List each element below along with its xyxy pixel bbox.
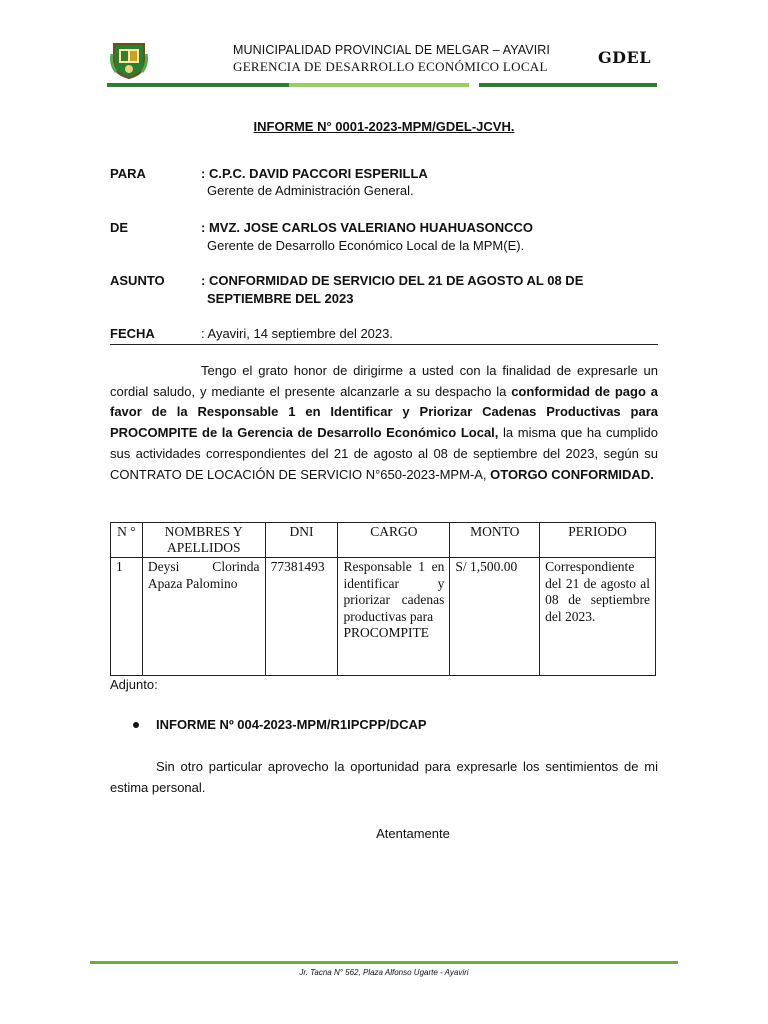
- header-bar-dark: [107, 83, 289, 87]
- fecha-value: : Ayaviri, 14 septiembre del 2023.: [201, 326, 393, 341]
- header-line-2: GERENCIA DE DESARROLLO ECONÓMICO LOCAL: [233, 59, 548, 74]
- de-subtitle: Gerente de Desarrollo Económico Local de la MPM(E).: [207, 238, 525, 253]
- cell-periodo: Correspondiente del 21 de agosto al 08 de septiembre del 2023.: [540, 558, 656, 676]
- adjunto-item: INFORME Nº 004-2023-MPM/R1IPCPP/DCAP: [156, 717, 427, 732]
- cell-cargo-text: Responsable 1 en identificar y priorizar cadenas productivas para: [343, 559, 445, 624]
- cell-n: 1: [111, 558, 143, 676]
- municipal-crest-icon: [110, 40, 148, 80]
- services-table: [110, 522, 656, 676]
- header-bar-white: [469, 83, 479, 87]
- asunto-value-2: SEPTIEMBRE DEL 2023: [207, 291, 354, 306]
- closing-paragraph: Sin otro particular aprovecho la oportunidad para expresarle los sentimientos de mi estima personal.: [110, 759, 658, 795]
- de-label: DE: [110, 220, 129, 235]
- th-n: N °: [111, 523, 143, 558]
- asunto-value-1: : CONFORMIDAD DE SERVICIO DEL 21 DE AGOSTO AL 08 DE: [201, 273, 584, 288]
- header-bar-light: [289, 83, 469, 87]
- body-paragraph: [110, 361, 658, 485]
- body-text-a: Tengo el grato honor de dirigirme a usted con la finalidad de expresarle un cordial saludo, y mediante el presente alcanzarle a su despacho la: [110, 363, 658, 399]
- para-subtitle: Gerente de Administración General.: [207, 183, 414, 198]
- asunto-label: ASUNTO: [110, 273, 165, 288]
- body-text-d: OTORGO CONFORMIDAD.: [490, 466, 654, 482]
- table-row: [111, 558, 656, 676]
- cell-cargo-procompite: PROCOMPITE: [343, 625, 429, 640]
- signoff: Atentamente: [376, 826, 450, 841]
- th-periodo: PERIODO: [540, 523, 656, 558]
- th-monto: MONTO: [450, 523, 540, 558]
- de-value: : MVZ. JOSE CARLOS VALERIANO HUAHUASONCCO: [201, 220, 533, 235]
- para-value: : C.P.C. DAVID PACCORI ESPERILLA: [201, 166, 428, 181]
- th-dni: DNI: [265, 523, 338, 558]
- th-nombres: NOMBRES Y APELLIDOS: [142, 523, 265, 558]
- body-text-c: la misma que ha cumplido sus actividades correspondientes del 21 de agosto al 08 de septiembre del 2023, según su CONTRATO DE LOCACIÓN DE SERVICIO N°650-2023-MPM-A,: [110, 425, 659, 482]
- cell-monto: S/ 1,500.00: [450, 558, 540, 676]
- footer-address: Jr. Tacna N° 562, Plaza Alfonso Ugarte - Ayaviri: [299, 968, 469, 977]
- fecha-label: FECHA: [110, 326, 155, 341]
- cell-nombre: Deysi Clorinda Apaza Palomino: [142, 558, 265, 676]
- para-label: PARA: [110, 166, 146, 181]
- bullet-icon: [133, 722, 139, 728]
- report-title: INFORME N° 0001-2023-MPM/GDEL-JCVH.: [253, 119, 515, 134]
- adjunto-label: Adjunto:: [110, 677, 158, 692]
- header-bar-dark-right: [479, 83, 657, 87]
- body-text-b: conformidad de pago a favor de la Responsable 1 en Identificar y Priorizar Cadenas Productivas para PROCOMPITE de la Gerencia de Desarrollo Económico Local,: [110, 383, 658, 441]
- header-code: GDEL: [598, 48, 651, 67]
- header-line-1: MUNICIPALIDAD PROVINCIAL DE MELGAR – AYAVIRI: [233, 43, 550, 57]
- footer-line: [90, 961, 678, 964]
- divider: [110, 344, 658, 345]
- table-header-row: [111, 523, 656, 558]
- cell-cargo: [338, 558, 450, 676]
- cell-dni: 77381493: [265, 558, 338, 676]
- th-cargo: CARGO: [338, 523, 450, 558]
